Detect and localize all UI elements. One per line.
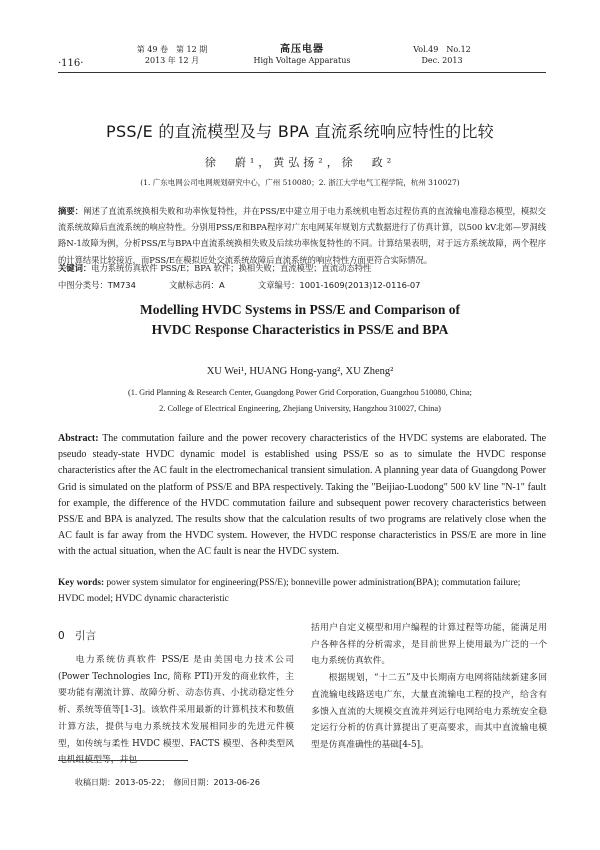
doc-code-label: 文献标志码： <box>169 280 219 290</box>
title-cn: PSS/E 的直流模型及与 BPA 直流系统响应特性的比较 <box>106 122 494 141</box>
body-column-left <box>58 652 294 769</box>
volume-en: Vol.49 No.12 <box>413 45 471 54</box>
date-cn: 2013 年 12 月 <box>144 56 200 65</box>
affiliation-cn: (1. 广东电网公司电网规划研究中心，广州 510080；2. 浙江大学电气工程学院，杭州 310027) <box>140 178 460 187</box>
keywords-en-label: Key words: <box>58 578 105 588</box>
clc-value: TM734 <box>107 280 136 290</box>
authors-en: XU Wei¹, HUANG Hong-yang², XU Zheng² <box>206 366 394 377</box>
header-journal <box>232 44 372 66</box>
abstract-en-label: Abstract: <box>58 433 99 444</box>
body-column-right <box>311 620 547 754</box>
authors-cn: 徐 蔚¹，黄弘扬²，徐 政² <box>204 156 396 169</box>
title-en: Modelling HVDC Systems in PSS/E and Comparison of HVDC Response Characteristics in PSS/E and BPA <box>140 302 460 337</box>
keywords-cn <box>58 262 546 274</box>
abstract-en-text: The commutation failure and the power recovery characteristics of the HVDC systems are elaborated. The pseudo steady-state HVDC dynamic model is established using PSS/E so as to simulate the HVDC response characteristics after the AC fault in the electromechanical transient simulation. A planning year data of Guangdong Power Grid is simulated on the platform of PSS/E and BPA respectively. Taking the "Beijiao-Luodong" 500 kV line "N-1" fault for example, the difference of the HVDC commutation failure and subsequent power recovery characteristics between PSS/E and BPA is analyzed. The results show that the calculation results of two programs are relatively close when the AC fault is far away from the HVDC system. However, the HVDC response characteristics in PSS/E are more in line with the actual situation, when the AC fault is near the HVDC system. <box>58 433 547 558</box>
clc-label: 中图分类号： <box>58 280 108 290</box>
article-id-value: 1001-1609(2013)12-0116-07 <box>299 280 421 290</box>
abstract-en <box>58 431 546 561</box>
body-paragraph: 根据规划，“十二五”及中长期南方电网将陆续新建多回直流输电线路送电广东，大量直流输电工程的投产，给含有多馈入直流的大规模交直流并列运行电网给电力系统安全稳定运行分析的仿真计算提出了更高要求，而其中直流输电模型是仿真准确性的基础[4-5]。 <box>311 673 547 750</box>
journal-name-cn: 高压电器 <box>280 44 324 55</box>
body-paragraph: 电力系统仿真软件 PSS/E 是由美国电力技术公司(Power Technologies Inc, 简称 PTI)开发的商业软件，主要功能有潮流计算、故障分析、动态仿真、小扰动稳定性分析、系统等值等[1-3]。该软件采用最新的计算机技术和数值计算方法，提供与电力系统技术发展相同步的先进元件模型，如传统与柔性 HVDC 模型、FACTS 模型、各种类型风电机组模型等，并包 <box>58 655 294 766</box>
page-number: ·116· <box>58 58 84 69</box>
footnote-dates: 收稿日期：2013-05-22； 修回日期：2013-06-26 <box>75 778 260 787</box>
article-id-label: 文章编号： <box>257 280 300 290</box>
keywords-en-text: power system simulator for engineering(PSS/E); bonneville power administration(BPA); commutation failure; HVDC model; HVDC dynamic characteristic <box>58 578 521 604</box>
volume-cn: 第 49 卷 第 12 期 <box>136 45 208 54</box>
header-volume-en <box>372 44 512 66</box>
keywords-cn-text: 电力系统仿真软件 PSS/E；BPA 软件；换相失败；直流模型；直流动态特性 <box>91 263 372 273</box>
header-divider <box>58 72 546 73</box>
affiliation-en-2: 2. College of Electrical Engineering, Zhejiang University, Hangzhou 310027, China) <box>159 404 441 413</box>
abstract-cn <box>58 203 546 268</box>
doc-code-value: A <box>218 280 225 290</box>
date-en: Dec. 2013 <box>421 56 463 65</box>
abstract-cn-text: 阐述了直流系统换相失败和功率恢复特性，并在PSS/E中建立用于电力系统机电暂态过程仿真的直流输电准稳态模型，模拟交流系统故障后直流系统的响应特性。分别用PSS/E和BPA程序对广东电网某年规划方式数据进行了仿真计算，以500 kV北郊—罗洞线路N-1故障为例，分析PSS/E与BPA中直流系统换相失败及后续功率恢复特性的不同。计算结果表明，对于远方系统故障，两个程序的计算结果比较接近，而PSS/E在模拟近处交流系统故障后直流系统的响应特性方面更符合实际情况。 <box>58 206 546 265</box>
abstract-cn-label: 摘要： <box>58 206 84 216</box>
keywords-cn-label: 关键词： <box>58 263 92 273</box>
affiliation-en <box>0 385 600 417</box>
affiliation-en-1: (1. Grid Planning & Research Center, Guangdong Power Grid Corporation, Guangzhou 510080, China; <box>128 388 472 397</box>
section-heading-introduction: 0 引言 <box>58 630 97 642</box>
classification-row <box>58 279 546 291</box>
journal-name-en: High Voltage Apparatus <box>253 56 351 65</box>
keywords-en <box>58 575 546 607</box>
header-volume-cn <box>112 44 232 66</box>
body-paragraph: 括用户自定义模型和用户编程的计算过程等功能，能满足用户各种各样的分析需求，是目前世界上使用最为广泛的一个电力系统仿真软件。 <box>311 623 547 667</box>
footnote-divider <box>58 760 188 761</box>
